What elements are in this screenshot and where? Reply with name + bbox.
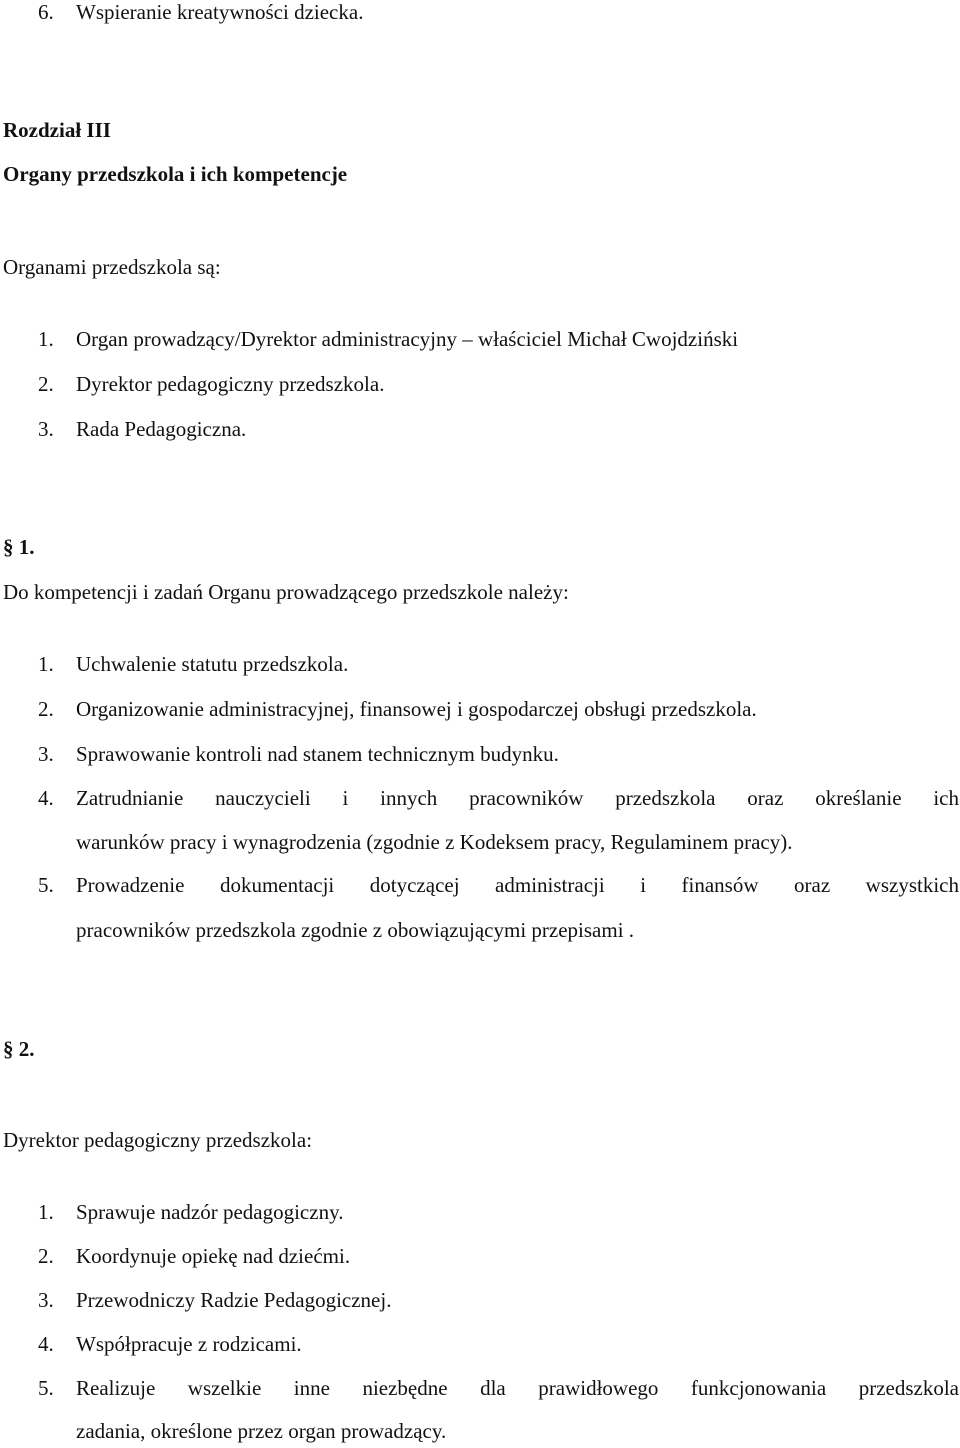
chapter-subtitle: Organy przedszkola i ich kompetencje <box>3 162 348 186</box>
list-item-text: Sprawowanie kontroli nad stanem technicznym budynku. <box>76 742 559 766</box>
list-item-text: Współpracuje z rodzicami. <box>76 1332 302 1356</box>
chapter-title: Rozdział III <box>3 118 111 142</box>
list-number: 5. <box>38 1376 54 1400</box>
list-number: 1. <box>38 1200 54 1224</box>
section-intro: Do kompetencji i zadań Organu prowadzącego przedszkole należy: <box>3 580 569 604</box>
organs-intro: Organami przedszkola są: <box>3 255 221 279</box>
list-item-text: Organ prowadzący/Dyrektor administracyjny – właściciel Michał Cwojdziński <box>76 327 739 351</box>
section-sign: § 2. <box>3 1037 35 1061</box>
list-item-text: Przewodniczy Radzie Pedagogicznej. <box>76 1288 392 1312</box>
list-number: 5. <box>38 873 54 897</box>
list-number: 3. <box>38 417 54 441</box>
list-item-text-line2: pracowników przedszkola zgodnie z obowiązującymi przepisami . <box>76 918 635 942</box>
list-number: 6. <box>38 0 54 24</box>
list-item-text: Sprawuje nadzór pedagogiczny. <box>76 1200 344 1224</box>
list-item-text: Rada Pedagogiczna. <box>76 417 247 441</box>
list-item-text: Organizowanie administracyjnej, finansowej i gospodarczej obsługi przedszkola. <box>76 697 757 721</box>
list-number: 3. <box>38 1288 54 1312</box>
list-item-text-line2: zadania, określone przez organ prowadzący. <box>76 1419 447 1443</box>
list-item-text-line2: warunków pracy i wynagrodzenia (zgodnie z Kodeksem pracy, Regulaminem pracy). <box>76 830 793 854</box>
list-item-text: Koordynuje opiekę nad dziećmi. <box>76 1244 351 1268</box>
list-item-text-line1: Realizuje wszelkie inne niezbędne dla prawidłowego funkcjonowania przedszkola <box>76 1376 959 1400</box>
list-number: 1. <box>38 327 54 351</box>
list-number: 2. <box>38 697 54 721</box>
list-number: 3. <box>38 742 54 766</box>
list-number: 2. <box>38 372 54 396</box>
list-number: 4. <box>38 786 54 810</box>
list-item-text: Dyrektor pedagogiczny przedszkola. <box>76 372 385 396</box>
list-number: 4. <box>38 1332 54 1356</box>
list-number: 1. <box>38 652 54 676</box>
list-item-text: Wspieranie kreatywności dziecka. <box>76 0 364 24</box>
section-intro: Dyrektor pedagogiczny przedszkola: <box>3 1128 313 1152</box>
list-item-text: Uchwalenie statutu przedszkola. <box>76 652 349 676</box>
list-item-text-line1: Prowadzenie dokumentacji dotyczącej administracji i finansów oraz wszystkich <box>76 873 959 897</box>
list-item-text-line1: Zatrudnianie nauczycieli i innych pracowników przedszkola oraz określanie ich <box>76 786 959 810</box>
list-number: 2. <box>38 1244 54 1268</box>
section-sign: § 1. <box>3 535 35 559</box>
